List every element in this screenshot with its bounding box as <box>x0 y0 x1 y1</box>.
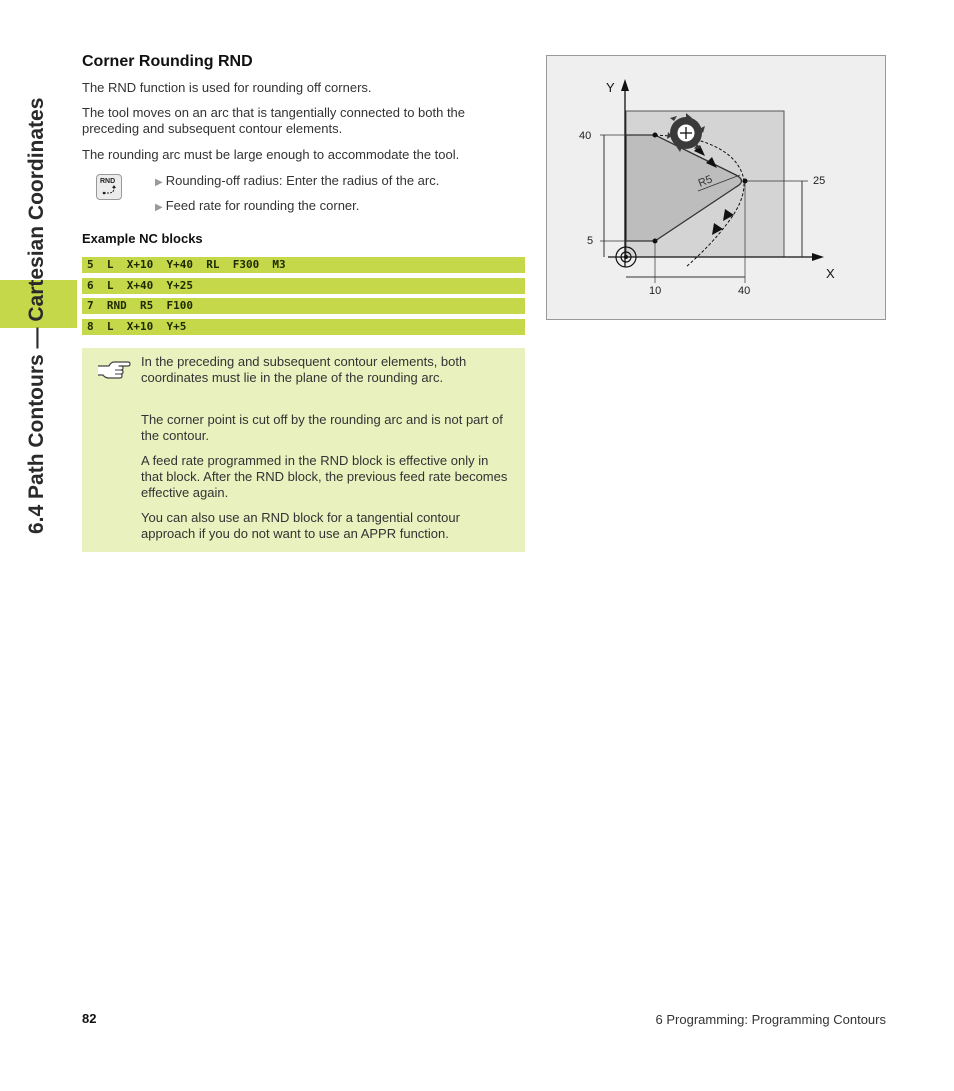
step-rounding-radius <box>155 173 439 188</box>
note-paragraph: You can also use an RND block for a tangential contour approach if you do not want to use an APPR function. <box>141 510 460 541</box>
paragraph-arc-size: The rounding arc must be large enough to accommodate the tool. <box>82 147 460 162</box>
page-heading: Corner Rounding RND <box>82 53 253 70</box>
tick-label-y-40: 40 <box>579 130 592 142</box>
section-title-vertical <box>24 54 50 534</box>
nc-block: 7 RND R5 F100 <box>82 298 525 314</box>
paragraph-intro: The RND function is used for rounding off corners. <box>82 80 372 95</box>
x-axis-label: X <box>826 266 835 281</box>
tick-label-x-10: 10 <box>649 285 662 297</box>
rounding-diagram <box>546 55 886 320</box>
nc-block: 8 L X+10 Y+5 <box>82 319 525 335</box>
nc-block: 6 L X+40 Y+25 <box>82 278 525 294</box>
nc-block: 5 L X+10 Y+40 RL F300 M3 <box>82 257 525 273</box>
note-paragraph: The corner point is cut off by the rounding arc and is not part of the contour. <box>141 412 503 443</box>
section-title-text: 6.4 Path Contours — Cartesian Coordinates <box>25 97 48 534</box>
rnd-key-icon <box>96 174 122 200</box>
note-box <box>82 348 525 552</box>
chapter-footer: 6 Programming: Programming Contours <box>655 1012 886 1027</box>
step-feed-rate-text: Feed rate for rounding the corner. <box>165 198 360 213</box>
example-heading: Example NC blocks <box>82 231 203 246</box>
note-paragraph: In the preceding and subsequent contour elements, both coordinates must lie in the plane of the rounding arc. <box>141 354 467 385</box>
rnd-key-label: RND <box>100 178 116 185</box>
end-point-marker <box>653 239 658 244</box>
paragraph-tool-motion: The tool moves on an arc that is tangentially connected to both the preceding and subsequent contour elements. <box>82 105 466 136</box>
page-number: 82 <box>82 1011 97 1026</box>
step-rounding-radius-text: Rounding-off radius: Enter the radius of the arc. <box>165 173 440 188</box>
step-feed-rate <box>155 198 359 213</box>
pointing-hand-icon <box>97 358 131 380</box>
tick-label-y-25: 25 <box>813 175 826 187</box>
tick-label-y-5: 5 <box>587 235 594 247</box>
bullet-arrow-icon: ▶ <box>155 177 163 188</box>
bullet-arrow-icon: ▶ <box>155 202 163 213</box>
tick-label-x-40: 40 <box>738 285 751 297</box>
note-paragraph: A feed rate programmed in the RND block is effective only in that block. After the RND block, the previous feed rate becomes effective again. <box>141 453 508 500</box>
origin-marker-center <box>624 255 628 259</box>
radius-label: R5 <box>696 173 715 190</box>
y-axis-label: Y <box>606 80 615 95</box>
